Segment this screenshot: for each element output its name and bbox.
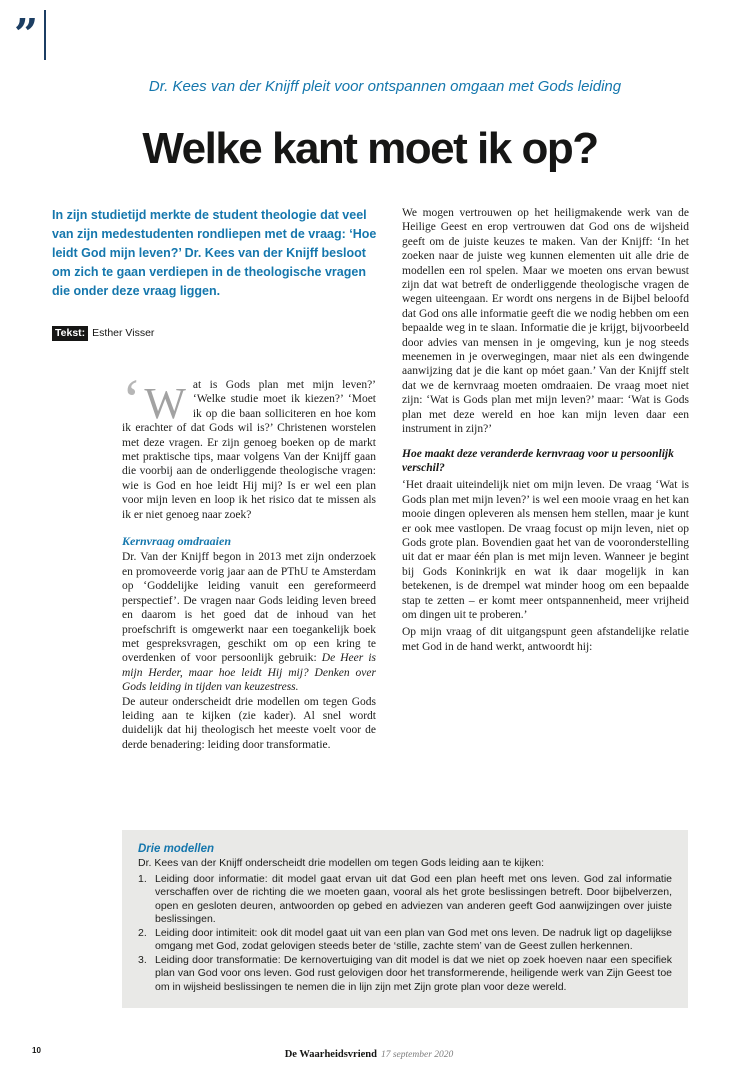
footer-date: 17 september 2020 — [380, 1050, 454, 1060]
page-number: 10 — [32, 1046, 41, 1055]
paragraph-text: at is Gods plan met mijn leven?’ ‘Welke studie moet ik kiezen?’ ‘Moet ik op die baan solliciteren en hoe kom ik erachter of dat Gods wil is?’ Christenen worstelen met deze vragen. Er zijn genoeg boeken op de markt met praktische tips, maar volgens Van der Knijff gaan die voorbij aan de onderliggende theologische vragen: wie is God en hoe leidt Hij mij? Is er wel een plan voor mijn leven en loop ik het risico dat te missen als ik er niet genoeg naar zoek? — [122, 379, 376, 521]
footer-magazine-title: De Waarheidsvriend — [284, 1049, 377, 1060]
byline-label: Tekst: — [52, 326, 88, 341]
item-text: Leiding door informatie: dit model gaat ervan uit dat God een plan heeft met ons leven. God zal informatie verschaffen over de richting die we moeten gaan, vooral als het grote beslissingen betreft. Door bijbelverzen, open en gesloten deuren, antwoorden op gebed en adviezen van anderen geeft God aanwijzingen over juiste beslissingen. — [155, 872, 672, 925]
kicker: Dr. Kees van der Knijff pleit voor ontspannen omgaan met Gods leiding — [148, 78, 622, 95]
info-box-intro: Dr. Kees van der Knijff onderscheidt drie modellen om tegen Gods leiding aan te kijken: — [138, 857, 545, 869]
quote-mark-icon: ” — [14, 10, 39, 59]
article-column-right — [402, 206, 689, 654]
item-text: Leiding door intimiteit: ook dit model gaat uit van een plan van God met ons leven. De nadruk ligt op dagelijkse omgang met God, zodat gelovigen steeds beter de ‘stille, zachte stem’ van de Geest zullen herkennen. — [155, 926, 672, 952]
drop-cap-letter: W — [144, 379, 186, 428]
paragraph: We mogen vertrouwen op het heiligmakende werk van de Heilige Geest en erop vertrouwen dat God ons de wijsheid geeft om de juiste keuzes te maken. Van der Knijff: ‘In het zoeken naar de juiste weg kunnen elementen uit alle drie de modellen een rol spelen. Maar we moeten ons ervan bewust zijn dat wat betreft de onderliggende theologische vragen de wegen uiteengaan. Er wordt ons nergens in de Bijbel beloofd dat God ons alle informatie geeft die we nodig hebben om een bepaalde weg in te slaan. Informatie die je krijgt, bijvoorbeeld door advies van mensen in je omgeving, kun je nog steeds meenemen in je overwegingen, maar niet als een dwingende aanwijzing dat je die kant op móet gaan.’ Van der Knijff stelt dat we de kernvraag moeten omdraaien. De vraag moet niet zijn: ‘Wat is Gods plan met mijn leven?’ maar: ‘Wat is Gods plan met deze wereld en hoe kan mijn leven daar een instrument in zijn?’ — [402, 207, 689, 436]
info-box-title: Drie modellen — [138, 843, 215, 855]
paragraph — [122, 367, 376, 522]
paragraph — [122, 550, 376, 694]
paragraph: ‘Het draait uiteindelijk niet om mijn leven. De vraag ‘Wat is Gods plan met mijn leven?’ is wel een mooie vraag en het kan mooie dingen opleveren als mensen hem stellen, maar je kunt er ook mee vastlopen. De vraag focust op mijn leven, niet op Gods grote plan. Bovendien gaat het van de vooronderstelling uit dat er maar één plan is met mijn leven. Wanneer je begint bij Gods Koninkrijk en wat ik daar mogelijk in kan betekenen, is de drempel wat minder hoog om een bepaalde stap te zetten – er komt meer ontspannenheid, meer vrijheid om dingen uit te proberen.’ — [402, 479, 689, 621]
list-item — [138, 954, 672, 995]
item-number: 2. — [138, 926, 147, 939]
list-item — [138, 927, 672, 954]
opening-quote-mark: ‘ — [122, 367, 142, 432]
section-heading: Kernvraag omdraaien — [122, 534, 232, 549]
byline — [52, 327, 154, 339]
book-title: De Heer is mijn Herder, maar hoe leidt Hij mij? Denken over Gods leiding in tijden van keuzestress. — [122, 652, 376, 694]
corner-divider — [44, 10, 46, 60]
info-box — [122, 830, 688, 1008]
interview-question-heading: Hoe maakt deze veranderde kernvraag voor u persoonlijk verschil? — [402, 447, 674, 474]
page-title: Welke kant moet ik op? — [142, 124, 598, 173]
list-item — [138, 873, 672, 927]
article-column-left — [122, 367, 376, 752]
paragraph-text: Dr. Van der Knijff begon in 2013 met zijn onderzoek en promoveerde vorig jaar aan de PThU te Amsterdam op ‘Goddelijke leiding vanuit een gereformeerd perspectief’. De vragen naar Gods leiding leven breed en daarom is het goed dat de inhoud van het proefschrift is omgewerkt naar een toegankelijk boek met gespreksvragen, geschikt om op een kring te overdenken of voor persoonlijk gebruik: — [122, 551, 376, 665]
footer — [0, 1044, 738, 1062]
item-number: 1. — [138, 872, 147, 885]
item-number: 3. — [138, 953, 147, 966]
paragraph: De auteur onderscheidt drie modellen om tegen Gods leiding aan te kijken (zie kader). Al snel wordt duidelijk dat hij theologisch het meeste voelt voor de derde benadering: leiding door transformatie. — [122, 695, 376, 751]
item-text: Leiding door transformatie: De kernovertuiging van dit model is dat we niet op zoek hoeven naar een specifiek plan van God voor ons leven. God rust gelovigen door het transformerende, heiligende werk van Zijn Geest toe om in wijsheid beslissingen te nemen die in lijn zijn met Zijn grote plan voor deze wereld. — [155, 953, 672, 993]
drop-cap — [122, 367, 186, 432]
lead-paragraph: In zijn studietijd merkte de student theologie dat veel van zijn medestudenten rondliepen met de vraag: ‘Hoe leidt God mijn leven?’ Dr. Kees van der Knijff besloot om zich te gaan verdiepen in de theologische vragen die onder deze vraag liggen. — [52, 208, 377, 298]
paragraph: Op mijn vraag of dit uitgangspunt geen afstandelijke relatie met God in de hand werkt, antwoordt hij: — [402, 626, 689, 653]
byline-author: Esther Visser — [92, 327, 155, 339]
